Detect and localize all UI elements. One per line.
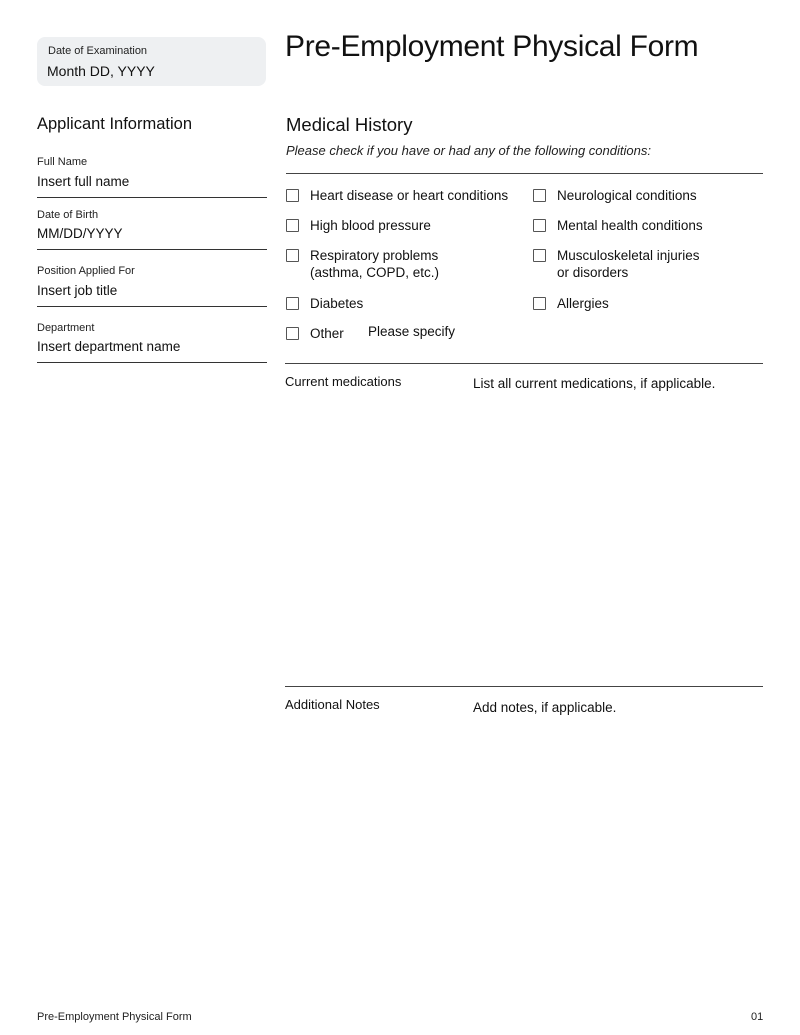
checkbox[interactable] — [533, 249, 546, 262]
date-of-birth-label: Date of Birth — [37, 209, 99, 221]
checkbox[interactable] — [286, 327, 299, 340]
divider — [286, 173, 763, 174]
page-title: Pre-Employment Physical Form — [285, 30, 699, 63]
current-medications-input[interactable] — [473, 376, 763, 391]
divider — [285, 363, 763, 364]
footer-title: Pre-Employment Physical Form — [37, 1011, 192, 1023]
condition-diabetes[interactable]: Diabetes — [286, 295, 363, 312]
position-applied-for-input[interactable] — [37, 283, 257, 298]
additional-notes-label: Additional Notes — [285, 697, 380, 712]
condition-mental-health[interactable]: Mental health conditions — [533, 217, 703, 234]
department-field — [37, 320, 267, 363]
medical-history-instruction: Please check if you have or had any of the following conditions: — [286, 143, 651, 158]
checkbox[interactable] — [286, 297, 299, 310]
current-medications-label: Current medications — [285, 374, 402, 389]
position-applied-for-field — [37, 264, 267, 307]
condition-high-blood-pressure[interactable]: High blood pressure — [286, 217, 431, 234]
applicant-information-heading: Applicant Information — [37, 115, 193, 133]
checkbox[interactable] — [533, 189, 546, 202]
date-of-examination-label: Date of Examination — [48, 45, 148, 57]
condition-allergies[interactable]: Allergies — [533, 295, 609, 312]
condition-heart-disease[interactable]: Heart disease or heart conditions — [286, 187, 508, 204]
divider — [285, 686, 763, 687]
position-applied-for-label: Position Applied For — [37, 265, 135, 277]
department-label: Department — [37, 322, 95, 334]
checkbox[interactable] — [533, 219, 546, 232]
full-name-input[interactable] — [37, 174, 257, 189]
checkbox[interactable] — [286, 189, 299, 202]
date-of-examination-box — [37, 37, 266, 86]
other-specify-input[interactable] — [368, 324, 568, 339]
date-of-birth-input[interactable] — [37, 226, 257, 241]
checkbox[interactable] — [533, 297, 546, 310]
condition-musculoskeletal[interactable]: Musculoskeletal injuries or disorders — [533, 247, 700, 281]
condition-neurological[interactable]: Neurological conditions — [533, 187, 697, 204]
date-of-examination-input[interactable] — [47, 63, 247, 79]
full-name-field — [37, 154, 267, 198]
full-name-label: Full Name — [37, 156, 88, 168]
page-number: 01 — [751, 1011, 764, 1023]
date-of-birth-field — [37, 207, 267, 250]
condition-respiratory-problems[interactable]: Respiratory problems (asthma, COPD, etc.) — [286, 247, 439, 281]
medical-history-heading: Medical History — [286, 114, 413, 135]
checkbox[interactable] — [286, 249, 299, 262]
condition-other[interactable]: Other — [286, 325, 344, 342]
checkbox[interactable] — [286, 219, 299, 232]
department-input[interactable] — [37, 339, 257, 354]
additional-notes-input[interactable] — [473, 700, 763, 715]
